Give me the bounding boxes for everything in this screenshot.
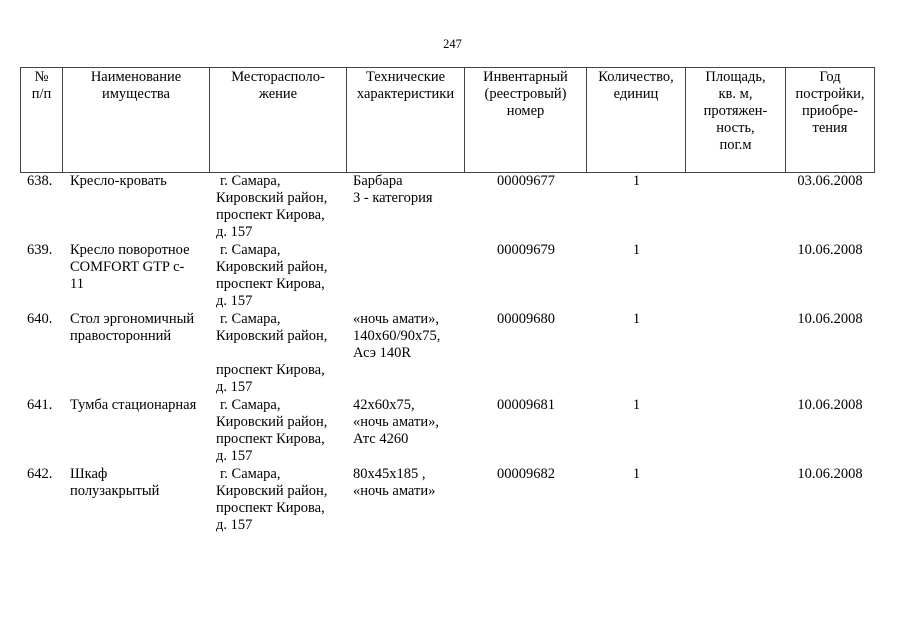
header-quantity <box>587 68 686 172</box>
specs-line: 140х60/90х75, <box>353 328 441 344</box>
inventory-number: 00009677 <box>497 173 555 189</box>
inventory-number: 00009681 <box>497 397 555 413</box>
header-number <box>21 68 63 172</box>
cell-inventory <box>465 173 587 241</box>
cell-specs <box>347 311 465 396</box>
header-line: имущества <box>101 86 170 102</box>
header-line: Месторасполо- <box>231 69 325 85</box>
table-row <box>21 173 874 242</box>
header-line: кв. м, <box>718 86 753 102</box>
cell-area <box>686 242 786 310</box>
header-line: Инвентарный <box>483 69 568 85</box>
specs-line: 80х45х185 , <box>353 466 426 482</box>
location-line: г. Самара, <box>220 397 281 413</box>
location-line: проспект Кирова, <box>216 500 325 516</box>
item-name-line: Кресло поворотное <box>70 242 190 258</box>
header-line: характеристики <box>356 86 455 102</box>
cell-location <box>210 311 347 396</box>
location-line: проспект Кирова, <box>216 276 325 292</box>
header-inventory <box>465 68 587 172</box>
cell-area <box>686 466 786 534</box>
header-line: Технические <box>365 69 446 85</box>
header-location <box>210 68 347 172</box>
inventory-number: 00009680 <box>497 311 555 327</box>
cell-location <box>210 173 347 241</box>
table-row <box>21 311 874 397</box>
cell-inventory <box>465 466 587 534</box>
cell-number <box>21 466 63 534</box>
location-line: проспект Кирова, <box>216 431 325 447</box>
header-line: протяжен- <box>703 103 768 119</box>
cell-name <box>63 397 210 465</box>
quantity-value: 1 <box>632 397 641 413</box>
header-area <box>686 68 786 172</box>
page-number: 247 <box>443 37 462 51</box>
cell-number <box>21 397 63 465</box>
header-line: тения <box>812 120 848 136</box>
header-line: (реестровый) <box>484 86 567 102</box>
location-line: Кировский район, <box>216 190 328 206</box>
location-line: проспект Кирова, <box>216 362 325 378</box>
table-body <box>21 173 874 535</box>
cell-year <box>786 242 874 310</box>
location-line: проспект Кирова, <box>216 207 325 223</box>
header-line: номер <box>506 103 545 119</box>
quantity-value: 1 <box>632 466 641 482</box>
cell-inventory <box>465 242 587 310</box>
cell-specs <box>347 173 465 241</box>
item-name-line: 11 <box>70 276 84 292</box>
specs-line: «ночь амати» <box>353 483 436 499</box>
header-line: единиц <box>613 86 659 102</box>
cell-year <box>786 397 874 465</box>
cell-year <box>786 466 874 534</box>
item-name-line: Стол эргономичный <box>70 311 195 327</box>
row-number: 638. <box>27 173 53 189</box>
inventory-number: 00009682 <box>497 466 555 482</box>
location-line: д. 157 <box>216 448 253 464</box>
header-line: п/п <box>31 86 52 102</box>
cell-inventory <box>465 397 587 465</box>
quantity-value: 1 <box>632 242 641 258</box>
table-header <box>20 67 875 173</box>
cell-location <box>210 397 347 465</box>
row-number: 642. <box>27 466 53 482</box>
cell-inventory <box>465 311 587 396</box>
header-line: Количество, <box>598 69 674 85</box>
blank-line <box>216 345 347 362</box>
specs-line: «ночь амати», <box>353 414 439 430</box>
year-value: 03.06.2008 <box>797 173 863 189</box>
specs-line: «ночь амати», <box>353 311 439 327</box>
cell-area <box>686 397 786 465</box>
cell-specs <box>347 242 465 310</box>
row-number: 641. <box>27 397 53 413</box>
cell-year <box>786 173 874 241</box>
cell-name <box>63 173 210 241</box>
item-name-line: Кресло-кровать <box>70 173 167 189</box>
specs-line: 3 - категория <box>353 190 433 206</box>
cell-quantity <box>587 311 686 396</box>
cell-quantity <box>587 242 686 310</box>
location-line: д. 157 <box>216 379 253 395</box>
header-line: постройки, <box>795 86 865 102</box>
specs-line: Асэ 140R <box>353 345 411 361</box>
header-name <box>63 68 210 172</box>
cell-quantity <box>587 173 686 241</box>
header-line: № <box>34 69 49 85</box>
cell-name <box>63 311 210 396</box>
quantity-value: 1 <box>632 311 641 327</box>
header-line: Наименование <box>90 69 182 85</box>
cell-quantity <box>587 466 686 534</box>
header-line: жение <box>258 86 298 102</box>
cell-area <box>686 173 786 241</box>
header-line: ность, <box>716 120 755 136</box>
location-line: д. 157 <box>216 293 253 309</box>
inventory-number: 00009679 <box>497 242 555 258</box>
header-line: Площадь, <box>705 69 766 85</box>
row-number: 640. <box>27 311 53 327</box>
item-name-line: полузакрытый <box>70 483 160 499</box>
item-name-line: COMFORT GTP c- <box>70 259 185 275</box>
cell-location <box>210 242 347 310</box>
cell-name <box>63 466 210 534</box>
location-line: г. Самара, <box>220 173 281 189</box>
cell-area <box>686 311 786 396</box>
table-row <box>21 397 874 466</box>
location-line: Кировский район, <box>216 328 328 344</box>
location-line: Кировский район, <box>216 483 328 499</box>
header-line: пог.м <box>719 137 752 153</box>
location-line: г. Самара, <box>220 242 281 258</box>
location-line: Кировский район, <box>216 259 328 275</box>
cell-specs <box>347 466 465 534</box>
item-name-line: Шкаф <box>70 466 108 482</box>
cell-year <box>786 311 874 396</box>
header-line: приобре- <box>802 103 858 119</box>
location-line: г. Самара, <box>220 311 281 327</box>
year-value: 10.06.2008 <box>797 397 863 413</box>
cell-number <box>21 173 63 241</box>
quantity-value: 1 <box>632 173 641 189</box>
specs-line: Барбара <box>353 173 403 189</box>
header-specs <box>347 68 465 172</box>
cell-name <box>63 242 210 310</box>
table-row <box>21 242 874 311</box>
cell-specs <box>347 397 465 465</box>
header-year <box>786 68 874 172</box>
specs-line: 42х60х75, <box>353 397 415 413</box>
location-line: д. 157 <box>216 224 253 240</box>
header-line: Год <box>819 69 841 85</box>
cell-number <box>21 242 63 310</box>
cell-location <box>210 466 347 534</box>
year-value: 10.06.2008 <box>797 466 863 482</box>
row-number: 639. <box>27 242 53 258</box>
cell-quantity <box>587 397 686 465</box>
location-line: г. Самара, <box>220 466 281 482</box>
cell-number <box>21 311 63 396</box>
specs-line: Атс 4260 <box>353 431 409 447</box>
location-line: д. 157 <box>216 517 253 533</box>
item-name-line: Тумба стационарная <box>70 397 197 413</box>
item-name-line: правосторонний <box>70 328 172 344</box>
year-value: 10.06.2008 <box>797 311 863 327</box>
table-row <box>21 466 874 535</box>
location-line: Кировский район, <box>216 414 328 430</box>
year-value: 10.06.2008 <box>797 242 863 258</box>
